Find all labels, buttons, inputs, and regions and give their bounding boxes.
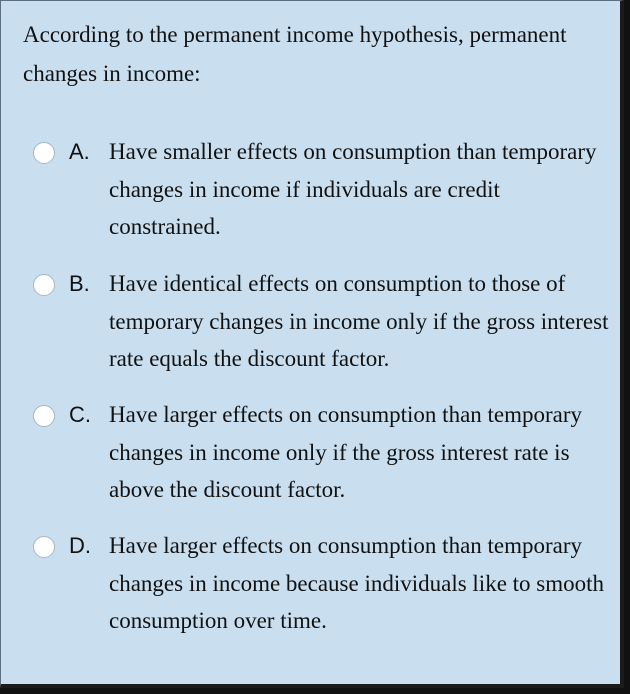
option-letter-a: A. xyxy=(69,139,90,164)
radio-button-a[interactable] xyxy=(33,142,55,164)
option-text-d: Have larger effects on consumption than temporary changes in income because individuals like to smooth consumption over time. xyxy=(109,533,605,633)
radio-button-c[interactable] xyxy=(33,405,55,427)
option-letter-b: B. xyxy=(69,271,90,296)
radio-button-d[interactable] xyxy=(33,536,55,558)
question-text: According to the permanent income hypothesis, permanent changes in income: xyxy=(23,22,567,86)
option-letter-d: D. xyxy=(69,533,91,558)
option-text-b: Have identical effects on consumption to those of temporary changes in income only if the gross interest rate equals the discount factor. xyxy=(109,271,609,371)
option-text-a: Have smaller effects on consumption than temporary changes in income if individuals are credit constrained. xyxy=(109,139,597,239)
option-text-c: Have larger effects on consumption than temporary changes in income only if the gross interest rate is above the discount factor. xyxy=(109,402,583,502)
radio-button-b[interactable] xyxy=(33,274,55,296)
option-letter-c: C. xyxy=(69,402,91,427)
